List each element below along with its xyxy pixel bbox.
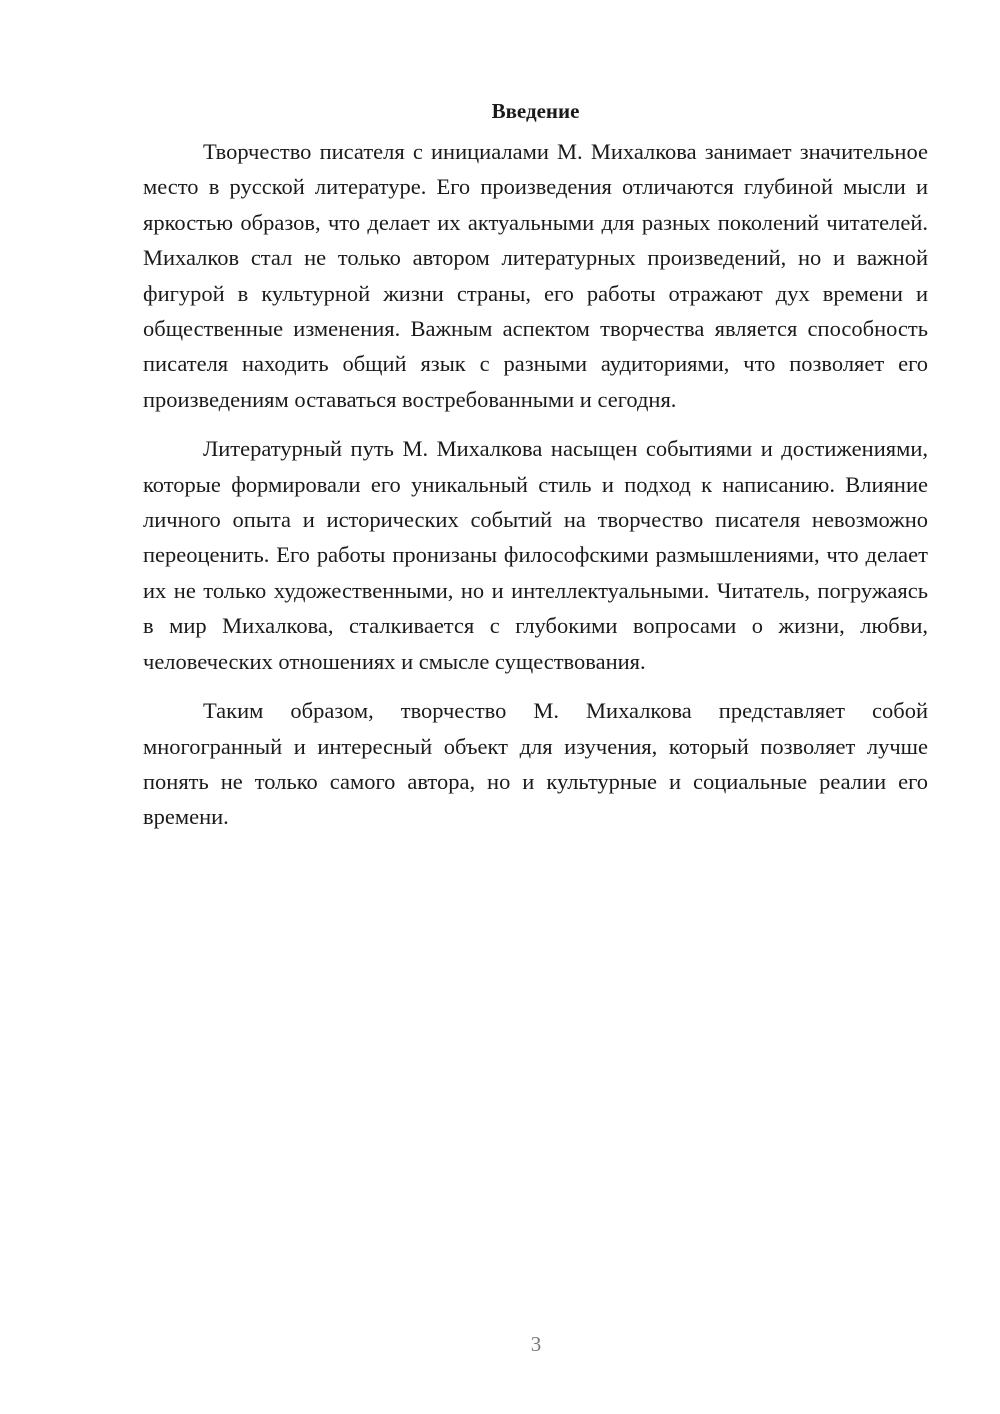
paragraph-2: Литературный путь М. Михалкова насыщен событиями и достижениями, которые формировали его уникальный стиль и подход к написанию. Влияние личного опыта и исторических событий на творчество писателя невозможно переоценить. Его работы пронизаны философскими размышлениями, что делает их не только художественными, но и интеллектуальными. Читатель, погружаясь в мир Михалкова, сталкивается с глубокими вопросами о жизни, любви, человеческих отношениях и смысле существования. (143, 436, 928, 674)
paragraph-1: Творчество писателя с инициалами М. Михалкова занимает значительное место в русской литературе. Его произведения отличаются глубиной мысли и яркостью образов, что делает их актуальными для разных поколений читателей. Михалков стал не только автором литературных произведений, но и важной фигурой в культурной жизни страны, его работы отражают дух времени и общественные изменения. Важным аспектом творчества является способность писателя находить общий язык с разными аудиториями, что позволяет его произведениям оставаться востребованными и сегодня. (143, 139, 928, 412)
page-number: 3 (530, 1332, 542, 1356)
page-content (143, 96, 928, 849)
paragraph-3: Таким образом, творчество М. Михалкова представляет собой многогранный и интересный объект для изучения, который позволяет лучше понять не только самого автора, но и культурные и социальные реалии его времени. (143, 698, 928, 830)
section-heading: Введение (491, 99, 580, 123)
